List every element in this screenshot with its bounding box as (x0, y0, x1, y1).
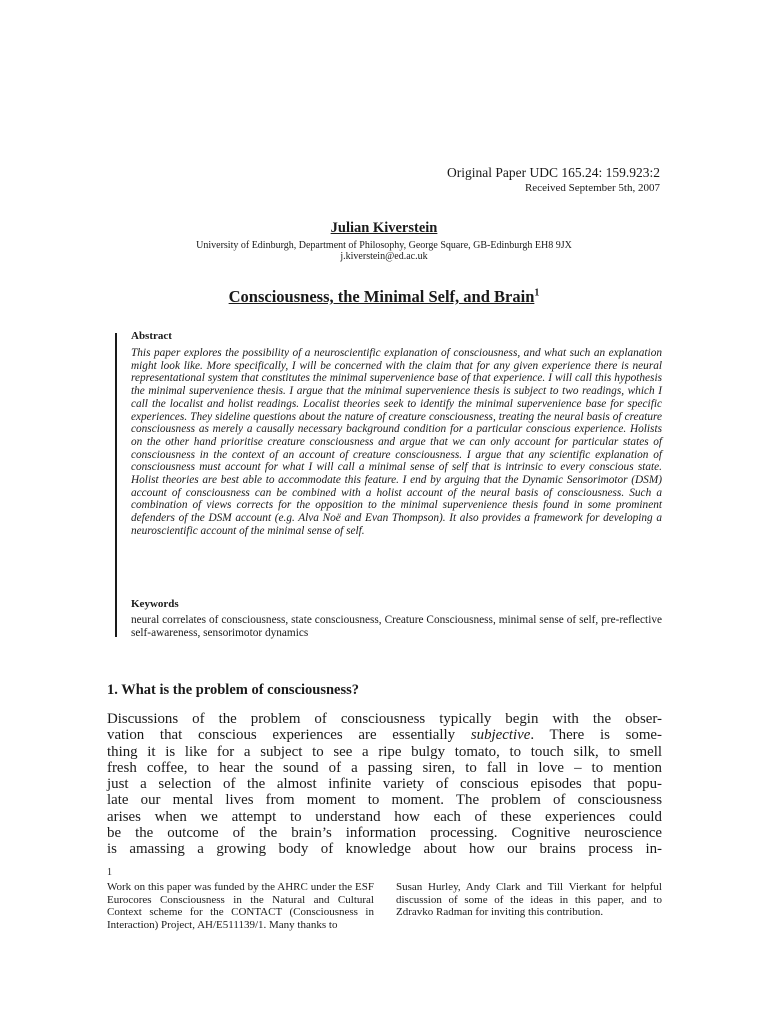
paper-title: Consciousness, the Minimal Self, and Brain$^1$ (228, 287, 540, 306)
footnote-marker: 1 (107, 867, 112, 878)
section-heading: 1. What is the problem of consciousness? (107, 682, 360, 698)
abstract-text: This paper explores the possibility of a neuroscientific explanation of consciousness, and what such an explanation might look like. More specifically, I will be concerned with the claim that for any given experience there is neural representational system that constitutes the minimal supervenience base of that experience. I will call this hypothesis the minimal supervenience thesis. I argue that the minimal supervenience thesis is subject to two readings, which I call the localist and holist readings. Localist theories seek to identify the minimal supervenience base for specific experiences. They sideline questions about the nature of creature consciousness, treating the neural basis of creature consciousness as merely a causally necessary background condition for a particular conscious experience. Holists on the other hand prioritise creature consciousness and argue that we can only account for particular states of consciousness in the context of an account of creature consciousness. I argue that any scientific explanation of consciousness must account for what I will call a minimal sense of self that is intrinsic to every conscious state. Holist theories are best able to accommodate this feature. I end by arguing that the Dynamic Sensorimotor (DSM) account of consciousness can be combined with a holist account of the neural basis of consciousness. Such a combination of views corrects for the opposition to the minimal supervenience thesis found in some prominent defenders of the DSM account (e.g. Alva Noë and Evan Thompson). It also provides a framework for developing a neuroscientific account of the minimal sense of self. (131, 347, 662, 537)
author-affiliation: University of Edinburgh, Department of Philosophy, George Square, GB-Edinburgh EH8 9JX (196, 240, 572, 251)
author-name: Julian Kiverstein (330, 220, 438, 236)
body-line: Discussions of the problem of consciousness typically begin with the obser- (107, 711, 662, 727)
body-line: just a selection of the almost infinite variety of conscious episodes that popu- (107, 776, 662, 793)
footnote-left-column: Work on this paper was funded by the AHRC under the ESF Eurocores Consciousness in the Natural and Cultural Context scheme for the CONTACT (Consciousness in Interaction) Project, AH/E511139/1. Many thanks to (107, 881, 374, 931)
udc-classification: Original Paper UDC 165.24: 159.923:2 (447, 165, 660, 180)
keywords-text: neural correlates of consciousness, state consciousness, Creature Consciousness, minimal sense of self, pre-reflective self-awareness, sensorimotor dynamics (131, 614, 662, 639)
section-body (107, 711, 662, 858)
title-footnote-ref: 1 (534, 287, 540, 299)
body-line: vation that conscious experiences are essentially subjective. There is some- (107, 727, 662, 744)
keywords-heading: Keywords (131, 598, 179, 610)
author-email: j.kiverstein@ed.ac.uk (340, 251, 428, 262)
abstract-heading: Abstract (131, 330, 172, 342)
footnote-right-column: Susan Hurley, Andy Clark and Till Vierkant for helpful discussion of some of the ideas in this paper, and to Zdravko Radman for inviting this contribution. (396, 881, 662, 919)
body-line: is amassing a growing body of knowledge about how our brains process in- (107, 841, 662, 858)
body-line: late our mental lives from moment to moment. The problem of consciousness (107, 792, 662, 809)
received-date: Received September 5th, 2007 (524, 182, 660, 194)
body-line: arises when we attempt to understand how each of these experiences could (107, 808, 662, 825)
abstract-side-rule (115, 333, 117, 637)
body-line: thing it is like for a subject to see a ripe bulgy tomato, to touch silk, to smell (107, 743, 662, 760)
emphasis: subjective (470, 727, 531, 744)
body-line: fresh coffee, to hear the sound of a passing siren, to fall in love – to mention (107, 759, 662, 776)
body-line: be the outcome of the brain’s information processing. Cognitive neuroscience (107, 825, 662, 842)
